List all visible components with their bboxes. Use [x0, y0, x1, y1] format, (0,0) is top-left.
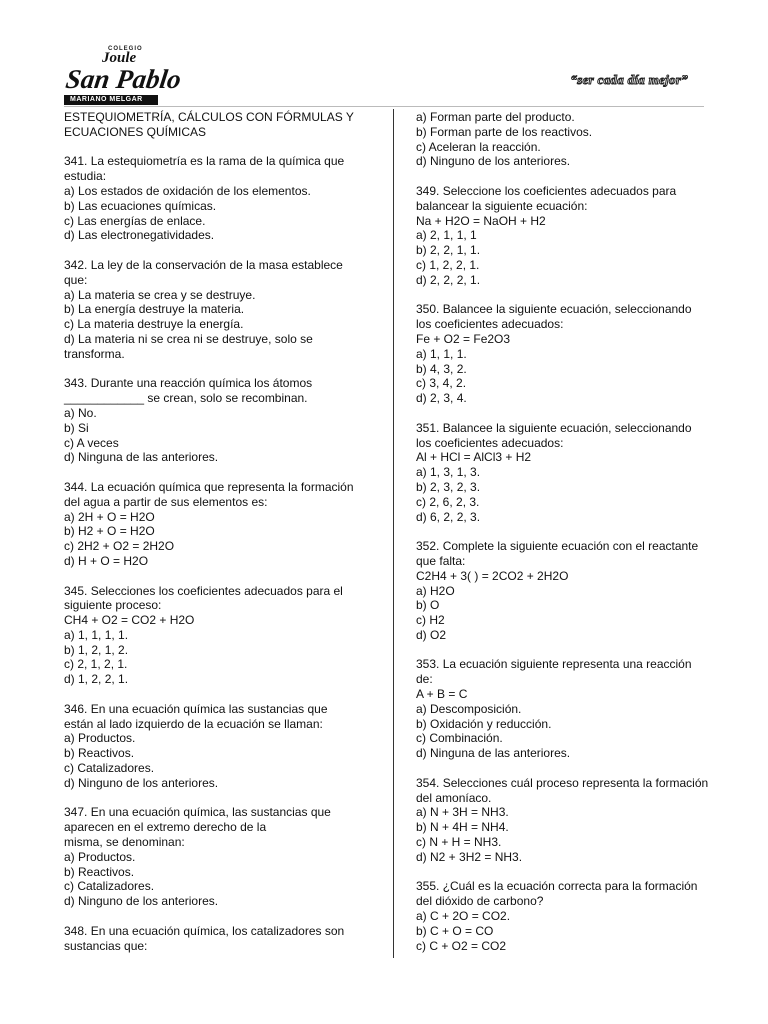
- question-line: 345. Selecciones los coeficientes adecuados para el: [64, 583, 343, 598]
- page-title-line-1: ESTEQUIOMETRÍA, CÁLCULOS CON FÓRMULAS Y: [64, 110, 354, 124]
- question-line: 344. La ecuación química que representa la formación: [64, 479, 354, 494]
- option-c: c) Catalizadores.: [64, 761, 155, 776]
- option-c: c) C + O2 = CO2: [416, 938, 507, 953]
- question-line: de:: [416, 672, 433, 687]
- question-line: 343. Durante una reacción química los átomos: [64, 376, 313, 391]
- option-a: a) La materia se crea y se destruye.: [64, 287, 256, 302]
- question-342: [64, 258, 382, 362]
- question-line: 352. Complete la siguiente ecuación con el reactante: [416, 539, 699, 554]
- option-a: a) Descomposición.: [416, 701, 522, 716]
- question-line: están al lado izquierdo de la ecuación se llaman:: [64, 716, 323, 731]
- question-341: [64, 154, 382, 243]
- left-column: [64, 110, 382, 953]
- option-d: d) Ninguna de las anteriores.: [64, 450, 219, 465]
- equation: C2H4 + 3( ) = 2CO2 + 2H2O: [416, 568, 569, 583]
- question-line: 354. Selecciones cuál proceso representa la formación: [416, 775, 709, 790]
- question-349: [416, 184, 726, 288]
- equation: Na + H2O = NaOH + H2: [416, 213, 546, 228]
- option-b: b) Si: [64, 420, 89, 435]
- question-347: [64, 805, 382, 909]
- question-line: sustancias que:: [64, 938, 148, 953]
- option-c: c) Aceleran la reacción.: [416, 139, 541, 154]
- equation: A + B = C: [416, 687, 468, 702]
- option-c: c) Combinación.: [416, 731, 503, 746]
- question-line: los coeficientes adecuados:: [416, 317, 564, 332]
- option-c: c) N + H = NH3.: [416, 835, 502, 850]
- option-c: c) 2, 1, 2, 1.: [64, 657, 128, 672]
- option-b: b) 1, 2, 1, 2.: [64, 642, 129, 657]
- option-a: a) H2O: [416, 583, 455, 598]
- option-a: a) 1, 1, 1.: [416, 346, 467, 361]
- option-d: d) 1, 2, 2, 1.: [64, 672, 129, 687]
- equation: Al + HCl = AlCl3 + H2: [416, 450, 532, 465]
- option-c: c) Las energías de enlace.: [64, 213, 206, 228]
- option-a: a) Productos.: [64, 731, 136, 746]
- question-line: que falta:: [416, 553, 466, 568]
- question-line: 348. En una ecuación química, los catalizadores son: [64, 923, 345, 938]
- page-header: [64, 42, 704, 108]
- option-c: c) 2H2 + O2 = 2H2O: [64, 539, 175, 554]
- question-line: ____________ se crean, solo se recombinan.: [64, 391, 308, 406]
- option-d: d) 2, 2, 2, 1.: [416, 272, 481, 287]
- option-d: d) Las electronegatividades.: [64, 228, 215, 243]
- question-line: del dióxido de carbono?: [416, 894, 544, 909]
- question-348: [64, 924, 382, 954]
- option-d: d) Ninguna de las anteriores.: [416, 746, 571, 761]
- logo-joule-text: Joule: [102, 50, 137, 66]
- option-c: c) 3, 4, 2.: [416, 376, 467, 391]
- option-d: d) H + O = H2O: [64, 553, 149, 568]
- option-a: a) Los estados de oxidación de los elementos.: [64, 183, 311, 198]
- equation: CH4 + O2 = CO2 + H2O: [64, 613, 195, 628]
- option-b: b) O: [416, 598, 440, 613]
- option-d: d) O2: [416, 627, 447, 642]
- option-b: b) C + O = CO: [416, 923, 494, 938]
- question-line: 349. Seleccione los coeficientes adecuados para: [416, 183, 677, 198]
- option-d: d) Ninguno de los anteriores.: [64, 894, 219, 909]
- option-d: d) Ninguno de los anteriores.: [416, 154, 571, 169]
- page-title-line-2: ECUACIONES QUÍMICAS: [64, 124, 207, 139]
- column-divider: [393, 109, 394, 958]
- equation: Fe + O2 = Fe2O3: [416, 331, 511, 346]
- option-a: a) Productos.: [64, 849, 136, 864]
- option-b: b) 4, 3, 2.: [416, 361, 467, 376]
- logo-name-text: San Pablo: [63, 64, 183, 94]
- option-d: d) N2 + 3H2 = NH3.: [416, 849, 523, 864]
- question-348-options: [416, 110, 726, 169]
- question-354: [416, 776, 726, 865]
- question-line: 341. La estequiometría es la rama de la química que: [64, 154, 345, 169]
- option-b: b) Oxidación y reducción.: [416, 716, 552, 731]
- question-line: 355. ¿Cuál es la ecuación correcta para la formación: [416, 879, 698, 894]
- school-logo: [63, 42, 183, 106]
- option-b: b) La energía destruye la materia.: [64, 302, 245, 317]
- option-c: c) 2, 6, 2, 3.: [416, 494, 480, 509]
- question-line: estudia:: [64, 169, 107, 184]
- question-line: 342. La ley de la conservación de la masa establece: [64, 257, 343, 272]
- option-b: b) H2 + O = H2O: [64, 524, 155, 539]
- option-c: c) La materia destruye la energía.: [64, 317, 244, 332]
- option-b: b) 2, 2, 1, 1.: [416, 243, 481, 258]
- option-d: d) 6, 2, 2, 3.: [416, 509, 481, 524]
- option-c: c) A veces: [64, 435, 119, 450]
- question-line: siguiente proceso:: [64, 598, 162, 613]
- question-line: del agua a partir de sus elementos es:: [64, 494, 268, 509]
- option-b: b) Reactivos.: [64, 864, 135, 879]
- option-b: b) Las ecuaciones químicas.: [64, 198, 217, 213]
- option-c: c) 1, 2, 2, 1.: [416, 257, 480, 272]
- option-a: a) No.: [64, 405, 97, 420]
- option-b: b) 2, 3, 2, 3.: [416, 479, 481, 494]
- question-353: [416, 657, 726, 761]
- question-line: balancear la siguiente ecuación:: [416, 198, 588, 213]
- question-345: [64, 584, 382, 688]
- option-a: a) 1, 3, 1, 3.: [416, 465, 481, 480]
- question-344: [64, 480, 382, 569]
- question-line: aparecen en el extremo derecho de la: [64, 820, 267, 835]
- option-d-cont: transforma.: [64, 346, 125, 361]
- option-a: a) 1, 1, 1, 1.: [64, 627, 129, 642]
- option-a: a) C + 2O = CO2.: [416, 909, 511, 924]
- option-b: b) N + 4H = NH4.: [416, 820, 509, 835]
- option-c: c) H2: [416, 613, 445, 628]
- question-355: [416, 879, 726, 953]
- question-343: [64, 376, 382, 465]
- right-column: [416, 110, 726, 953]
- option-a: a) 2, 1, 1, 1: [416, 228, 477, 243]
- question-line: 346. En una ecuación química las sustancias que: [64, 701, 328, 716]
- option-a: a) Forman parte del producto.: [416, 110, 575, 124]
- question-350: [416, 302, 726, 406]
- option-d: d) La materia ni se crea ni se destruye, solo se: [64, 331, 313, 346]
- question-line: 353. La ecuación siguiente representa una reacción: [416, 657, 692, 672]
- question-line: 347. En una ecuación química, las sustancias que: [64, 805, 331, 820]
- question-line: 350. Balancee la siguiente ecuación, seleccionando: [416, 302, 692, 317]
- option-a: a) N + 3H = NH3.: [416, 805, 509, 820]
- question-line: que:: [64, 272, 88, 287]
- option-a: a) 2H + O = H2O: [64, 509, 155, 524]
- question-352: [416, 539, 726, 643]
- header-rule: [64, 106, 704, 107]
- option-d: d) 2, 3, 4.: [416, 391, 467, 406]
- question-346: [64, 702, 382, 791]
- option-d: d) Ninguno de los anteriores.: [64, 775, 219, 790]
- question-line: del amoníaco.: [416, 790, 492, 805]
- question-line: los coeficientes adecuados:: [416, 435, 564, 450]
- question-line: 351. Balancee la siguiente ecuación, seleccionando: [416, 420, 692, 435]
- school-motto: “ser cada día mejor”: [570, 72, 688, 87]
- logo-sub-text: MARIANO MELGAR: [70, 96, 143, 103]
- option-b: b) Forman parte de los reactivos.: [416, 124, 593, 139]
- option-b: b) Reactivos.: [64, 746, 135, 761]
- option-c: c) Catalizadores.: [64, 879, 155, 894]
- question-351: [416, 421, 726, 525]
- logo-small-text: COLEGIO: [108, 46, 143, 52]
- question-line: misma, se denominan:: [64, 835, 185, 850]
